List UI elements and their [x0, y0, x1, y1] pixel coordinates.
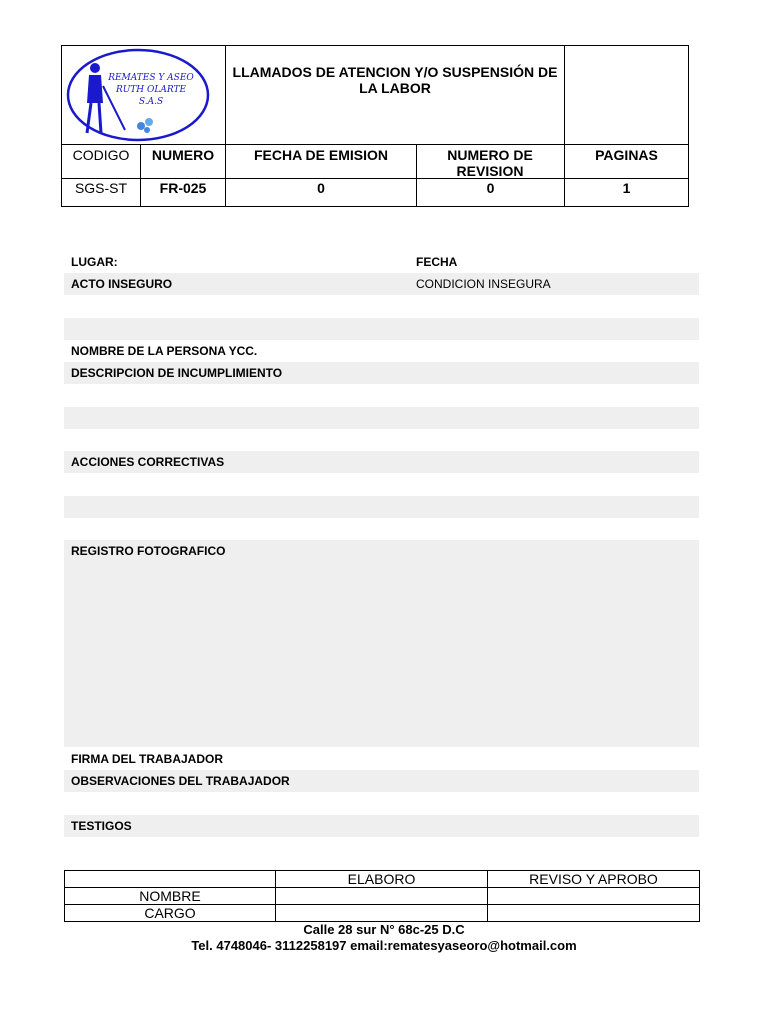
registro-fotografico-area[interactable] — [64, 540, 699, 747]
numero-revision-value: 0 — [486, 180, 495, 196]
observaciones-label: OBSERVACIONES DEL TRABAJADOR — [71, 774, 290, 788]
numero-label: NUMERO — [151, 147, 215, 163]
reviso-nombre-field[interactable] — [488, 888, 699, 904]
numero-revision-label: NUMERO DE REVISION — [447, 147, 533, 179]
acto-field-1[interactable] — [64, 295, 699, 317]
firma-label: FIRMA DEL TRABAJADOR — [71, 752, 223, 766]
company-logo — [65, 48, 211, 142]
fecha-emision-label: FECHA DE EMISION — [253, 147, 389, 163]
logo-line-1: REMATES Y ASEO — [108, 73, 194, 83]
acto-inseguro-row[interactable] — [64, 273, 699, 295]
reviso-cargo-field[interactable] — [488, 905, 699, 921]
cargo-label: CARGO — [144, 905, 196, 921]
elaboro-cargo-field[interactable] — [276, 905, 487, 921]
acciones-label: ACCIONES CORRECTIVAS — [71, 455, 225, 469]
fecha-label: FECHA — [416, 255, 458, 269]
elaboro-header: ELABORO — [347, 871, 416, 887]
acciones-field-2[interactable] — [64, 496, 699, 518]
nombre-persona-row[interactable] — [64, 340, 699, 362]
paginas-value: 1 — [622, 180, 631, 196]
nombre-label: NOMBRE — [139, 888, 201, 904]
logo-line-2: RUTH OLARTE — [115, 85, 187, 95]
descripcion-label: DESCRIPCION DE INCUMPLIMIENTO — [71, 366, 283, 380]
descripcion-field-3[interactable] — [64, 429, 699, 451]
acciones-field-3[interactable] — [64, 518, 699, 540]
descripcion-field-2[interactable] — [64, 407, 699, 429]
codigo-value: SGS-ST — [74, 180, 128, 196]
footer-address: Calle 28 sur N° 68c-25 D.C — [303, 922, 465, 937]
elaboro-nombre-field[interactable] — [276, 888, 487, 904]
descripcion-field-1[interactable] — [64, 384, 699, 406]
acto-inseguro-label: ACTO INSEGURO — [71, 277, 173, 291]
lugar-row[interactable] — [64, 251, 699, 273]
paginas-label: PAGINAS — [595, 147, 658, 163]
divider — [416, 144, 417, 206]
condicion-insegura-label: CONDICION INSEGURA — [416, 277, 551, 291]
numero-value: FR-025 — [159, 180, 207, 196]
fecha-emision-value: 0 — [317, 180, 325, 196]
lugar-label: LUGAR: — [71, 255, 118, 269]
firma-row[interactable] — [64, 748, 699, 770]
testigos-row[interactable] — [64, 815, 699, 837]
header-table — [61, 45, 689, 207]
divider — [62, 144, 688, 145]
acto-field-2[interactable] — [64, 318, 699, 340]
footer-contact: Tel. 4748046- 3112258197 email:rematesyaseoro@hotmail.com — [191, 938, 577, 953]
observaciones-field[interactable] — [64, 792, 699, 814]
observaciones-row[interactable] — [64, 770, 699, 792]
nombre-persona-label: NOMBRE DE LA PERSONA YCC. — [71, 344, 258, 358]
document-title: LLAMADOS DE ATENCION Y/O SUSPENSIÓN DE LA LABOR — [232, 64, 558, 96]
signoff-table — [64, 870, 700, 922]
reviso-header: REVISO Y APROBO — [529, 871, 658, 887]
divider — [62, 178, 688, 179]
logo-line-3: S.A.S — [138, 97, 164, 107]
codigo-label: CODIGO — [72, 147, 130, 163]
acciones-field-1[interactable] — [64, 473, 699, 495]
acciones-row[interactable] — [64, 451, 699, 473]
descripcion-row[interactable] — [64, 362, 699, 384]
registro-label: REGISTRO FOTOGRAFICO — [71, 544, 226, 558]
testigos-label: TESTIGOS — [71, 819, 132, 833]
